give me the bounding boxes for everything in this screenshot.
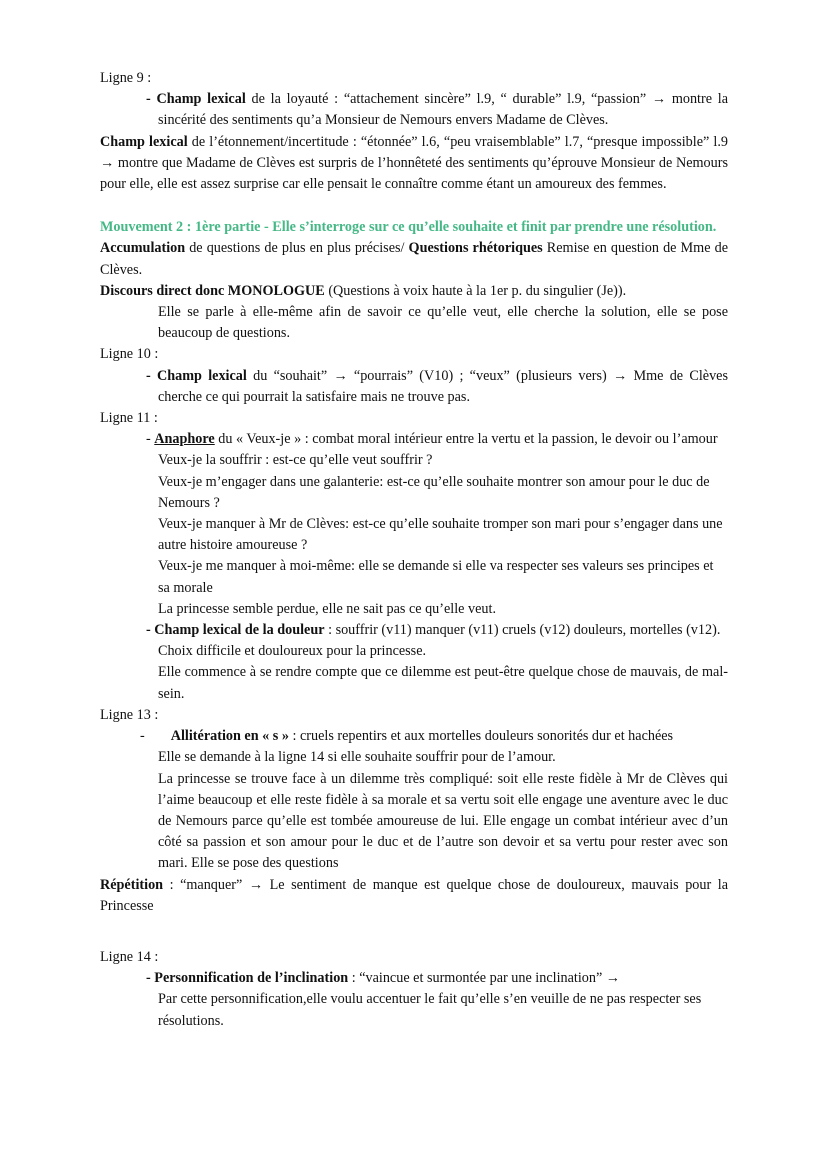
bold-alliteration: Allitération en « s »	[170, 728, 289, 745]
paragraph-dilemme-mauvais: Elle commence à se rendre compte que ce dilemme est peut-être quelque chose de mauvais, de mal-sein.	[158, 664, 728, 702]
text-champ-lexical-douleur: : souffrir (v11) manquer (v11) cruels (v12) douleurs, mortelles (v12). Choix difficile et douloureux pour la princesse.	[158, 622, 721, 660]
bold-questions-rhetoriques: Questions rhétoriques	[408, 240, 543, 257]
text-alliteration: : cruels repentirs et aux mortelles douleurs sonorités dur et hachées	[288, 728, 674, 745]
paragraph-champ-lexical-etonnement	[100, 132, 728, 196]
paragraph-personnification-sub: Par cette personnification,elle voulu accentuer le fait qu’elle s’en veuille de ne pas respecter ses résolutions.	[158, 991, 702, 1029]
question-veux-je-3: Veux-je manquer à Mr de Clèves: est-ce qu’elle souhaite tromper son mari pour s’engager dans une autre histoire amoureuse ?	[158, 516, 723, 554]
bold-accumulation: Accumulation	[100, 240, 186, 257]
document-body	[100, 68, 728, 1032]
paragraph-discours-direct	[100, 281, 728, 302]
text-discours-direct: (Questions à voix haute à la 1er p. du singulier (Je)).	[324, 282, 627, 299]
bold-anaphore: Anaphore	[154, 431, 215, 448]
text-champ-lexical-loyaute: de la loyauté : “attachement sincère” l.9, “ durable” l.9, “passion” → montre la sincérité des sentiments qu’a Monsieur de Nemours envers Madame de Clèves.	[158, 91, 728, 129]
dash-marker-anaphore: -	[146, 431, 155, 448]
note-ligne14-souffrir: Elle se demande à la ligne 14 si elle souhaite souffrir pour de l’amour.	[158, 749, 556, 766]
question-veux-je-4: Veux-je me manquer à moi-même: elle se demande si elle va respecter ses valeurs ses principes et sa morale	[158, 558, 714, 596]
spacer	[100, 195, 728, 217]
text-repetition: : “manquer” → Le sentiment de manque est quelque chose de douloureux, mauvais pour la Princesse	[100, 876, 728, 914]
dash-bullet-alliteration: -	[140, 728, 145, 745]
text-accumulation-rest: Remise en question de Mme de Clèves.	[100, 240, 728, 278]
text-champ-lexical-souhait: du “souhait” → “pourrais” (V10) ; “veux” (plusieurs vers) → Mme de Clèves cherche ce qui pourrait la satisfaire mais ne trouve pas.	[158, 367, 728, 405]
paragraph-discours-sub: Elle se parle à elle-même afin de savoir ce qu’elle veut, elle cherche la solution, elle se pose beaucoup de questions.	[158, 304, 728, 342]
line-label-ligne9: Ligne 9 :	[100, 70, 152, 86]
paragraph-champ-lexical-douleur	[146, 620, 728, 662]
paragraph-alliteration	[140, 726, 728, 747]
paragraph-dilemme-complique: La princesse se trouve face à un dilemme très compliqué: soit elle reste fidèle à Mr de Clèves qui l’aime beaucoup et elle reste fidèle à sa morale et sa vertu soit elle engage une aventure avec le duc de Nemours parce qu’elle est tombée amoureuse de lui. Elle engage un combat intérieur avec d’un côté sa passion et son amour pour le duc et de l’autre son devoir et sa vertu pour rester avec son mari. Elle se pose des questions	[158, 770, 728, 872]
line-label-ligne11: Ligne 11 :	[100, 410, 158, 427]
paragraph-anaphore	[146, 429, 728, 450]
paragraph-champ-lexical-souhait	[146, 366, 728, 408]
question-veux-je-1: Veux-je la souffrir : est-ce qu’elle veut souffrir ?	[158, 452, 433, 469]
bold-champ-lexical-douleur: - Champ lexical de la douleur	[146, 622, 325, 639]
text-accumulation-mid: de questions de plus en plus précises/	[185, 240, 409, 257]
line-label-ligne13: Ligne 13 :	[100, 706, 159, 723]
line-label-ligne10: Ligne 10 :	[100, 346, 159, 363]
text-anaphore: du « Veux-je » : combat moral intérieur entre la vertu et la passion, le devoir ou l’amour	[214, 431, 718, 448]
paragraph-champ-lexical-loyaute	[146, 89, 728, 131]
question-veux-je-2: Veux-je m’engager dans une galanterie: est-ce qu’elle souhaite montrer son amour pour le duc de Nemours ?	[158, 473, 710, 511]
heading-mouvement-2: Mouvement 2 : 1ère partie - Elle s’interroge sur ce qu’elle souhaite et finit par prendre une résolution.	[100, 219, 717, 236]
paragraph-personnification	[146, 968, 728, 989]
spacer-2	[100, 917, 728, 947]
bold-repetition: Répétition	[100, 876, 164, 893]
bold-champ-lexical: - Champ lexical	[146, 91, 246, 108]
text-personnification: : “vaincue et surmontée par une inclination” →	[348, 970, 620, 987]
paragraph-accumulation	[100, 238, 728, 280]
bold-champ-lexical-3: - Champ lexical	[146, 367, 247, 384]
bold-personnification: - Personnification de l’inclination	[146, 970, 349, 987]
paragraph-repetition	[100, 875, 728, 917]
bold-champ-lexical-2: Champ lexical	[100, 133, 188, 150]
bold-discours-direct: Discours direct donc MONOLOGUE	[100, 282, 325, 299]
line-label-ligne14: Ligne 14 :	[100, 948, 159, 965]
text-champ-lexical-etonnement: de l’étonnement/incertitude : “étonnée” l.6, “peu vraisemblable” l.7, “presque impossible” l.9 → montre que Madame de Clèves est surpris de l’honnêteté des sentiments qu’éprouve Monsieur de Nemours pour elle, elle est assez surprise car elle pensait le connaître comme étant un amoureux des femmes.	[100, 133, 728, 193]
note-princesse-perdue: La princesse semble perdue, elle ne sait pas ce qu’elle veut.	[158, 600, 496, 617]
